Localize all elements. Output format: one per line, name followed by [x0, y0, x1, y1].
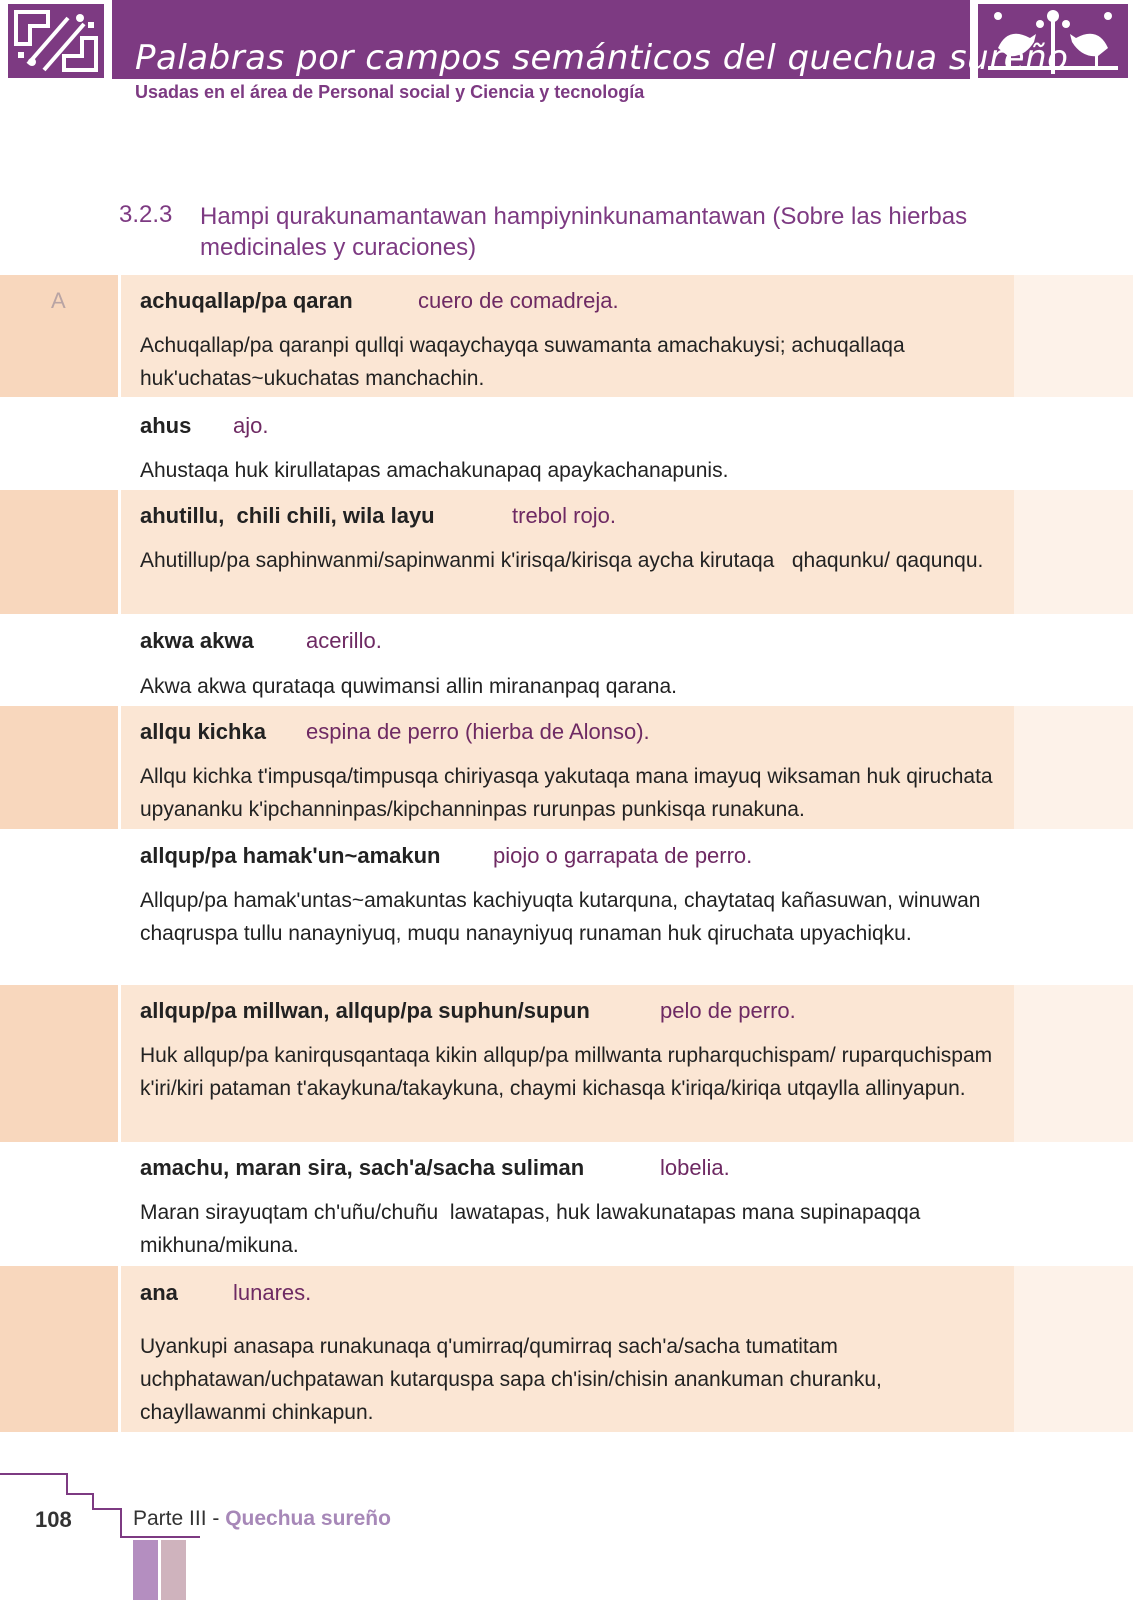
entry-margin-right — [1014, 985, 1133, 1142]
footer-rule — [92, 1508, 122, 1510]
section-letter: A — [51, 288, 66, 313]
headword: ahutillu, chili chili, wila layu — [140, 503, 435, 528]
left-logo — [0, 0, 112, 82]
dictionary-entry — [0, 614, 1133, 706]
example-sentence: Akwa akwa qurataqa quwimansi allin mirananpaq qarana. — [140, 675, 677, 698]
footer-rule — [120, 1536, 200, 1538]
footer-rule — [66, 1473, 68, 1495]
dictionary-entry — [0, 706, 1133, 829]
example-sentence: Ahutillup/pa saphinwanmi/sapinwanmi k'irisqa/kirisqa aycha kirutaqa qhaqunku/ qaqunqu. — [140, 549, 984, 572]
header-subtitle: Usadas en el área de Personal social y Ciencia y tecnología — [135, 82, 645, 102]
section-title: Hampi qurakunamantawan hampiyninkunamantawan (Sobre las hierbas medicinales y curaciones) — [200, 203, 968, 261]
headword: allqu kichka — [140, 719, 266, 744]
headword: akwa akwa — [140, 628, 254, 653]
header-title: Palabras por campos semánticos del quechua sureño — [135, 38, 1069, 78]
example-sentence: Maran sirayuqtam ch'uñu/chuñu lawatapas, huk lawakunatapas mana supinapaqqa mikhuna/mikuna. — [140, 1201, 927, 1257]
example-sentence: Uyankupi anasapa runakunaqa q'umirraq/qumirraq sach'a/sacha tumatitam uchphatawan/uchpatawan kutarquspa sapa ch'isin/chisin anankuman churanku, chayllawanmi chinkapun. — [140, 1335, 882, 1424]
headword: amachu, maran sira, sach'a/sacha suliman — [140, 1155, 585, 1180]
entry-margin — [0, 490, 118, 614]
section-number: 3.2.3 — [119, 201, 173, 228]
gloss: acerillo. — [306, 628, 382, 653]
headword: ahus — [140, 413, 192, 438]
dictionary-entry — [0, 1142, 1133, 1266]
dictionary-entry — [0, 829, 1133, 985]
gloss: trebol rojo. — [512, 503, 616, 528]
entry-margin — [0, 706, 118, 829]
dictionary-entry — [0, 275, 1133, 397]
gloss: ajo. — [233, 413, 269, 438]
headword: ana — [140, 1280, 178, 1305]
gloss: cuero de comadreja. — [418, 288, 619, 313]
part-highlight: Quechua sureño — [225, 1507, 391, 1530]
footer-rule — [66, 1493, 94, 1495]
example-sentence: Allqu kichka t'impusqa/timpusqa chiriyasqa yakutaqa mana imayuq wiksaman huk qiruchata upyananku k'ipchanninpas/kipchanninpas rurunpas punkisqa runakuna. — [140, 765, 993, 821]
gloss: pelo de perro. — [660, 998, 796, 1023]
dictionary-entry — [0, 397, 1133, 490]
part-label: Parte III - — [133, 1507, 226, 1530]
entry-margin — [0, 985, 118, 1142]
headword: achuqallap/pa qaran — [140, 288, 353, 313]
dictionary-entry — [0, 490, 1133, 614]
dictionary-entry — [0, 1266, 1133, 1432]
gloss: espina de perro (hierba de Alonso). — [306, 719, 650, 744]
example-sentence: Allqup/pa hamak'untas~amakuntas kachiyuqta kutarquna, chaytataq kañasuwan, winuwan chaqruspa tullu nanayniyuq, muqu nanayniyuq runaman huk qiruchata upyachiqku. — [140, 889, 981, 945]
entry-margin-right — [1014, 706, 1133, 829]
entry-margin-right — [1014, 1266, 1133, 1432]
entry-margin-right — [1014, 275, 1133, 397]
footer-tab — [133, 1540, 158, 1600]
example-sentence: Huk allqup/pa kanirqusqantaqa kikin allqup/pa millwanta rupharquchispam/ ruparquchispam k'iri/kiri pataman t'akaykuna/takaykuna, chaymi kichasqa k'iriqa/kiriqa utqaylla allinyapun. — [140, 1044, 993, 1100]
example-sentence: Ahustaqa huk kirullatapas amachakunapaq apaykachanapunis. — [140, 459, 729, 482]
headword: allqup/pa hamak'un~amakun — [140, 843, 441, 868]
gloss: lobelia. — [660, 1155, 730, 1180]
dictionary-entry — [0, 985, 1133, 1142]
geometric-pattern-icon — [8, 4, 104, 78]
entry-margin — [0, 1266, 118, 1432]
gloss: piojo o garrapata de perro. — [493, 843, 753, 868]
footer-part-label — [133, 1507, 391, 1531]
entry-margin-right — [1014, 490, 1133, 614]
footer-tab — [161, 1540, 186, 1600]
headword: allqup/pa millwan, allqup/pa suphun/supun — [140, 998, 590, 1023]
footer-rule — [120, 1508, 122, 1538]
footer-rule — [0, 1473, 68, 1475]
example-sentence: Achuqallap/pa qaranpi qullqi waqaychayqa suwamanta amachakuysi; achuqallaqa huk'uchatas~ukuchatas manchachin. — [140, 334, 905, 390]
page-number: 108 — [35, 1507, 72, 1532]
gloss: lunares. — [233, 1280, 312, 1305]
